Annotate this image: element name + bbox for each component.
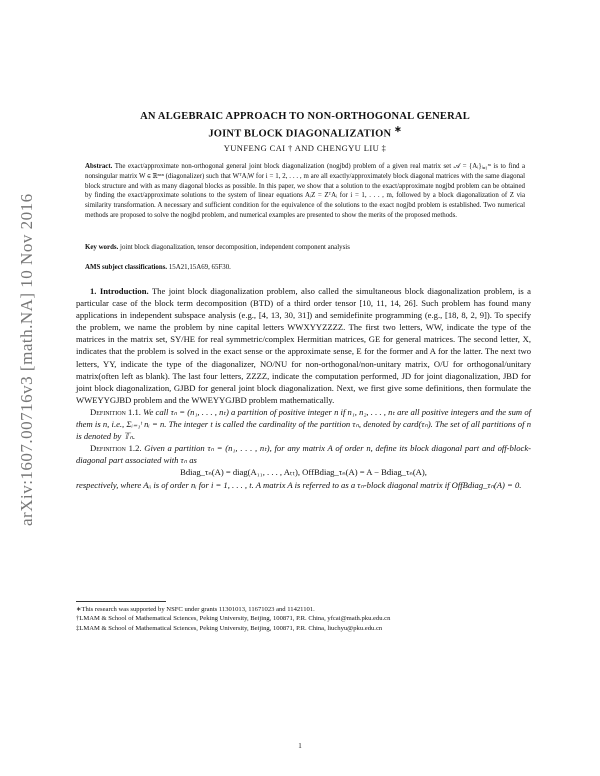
keywords-label: Key words.	[85, 244, 119, 251]
ams-label: AMS subject classifications.	[85, 264, 168, 271]
page-number: 1	[298, 742, 302, 750]
definition-1-2-label: Definition 1.2.	[90, 443, 142, 454]
definition-1-1	[76, 406, 531, 442]
authors: YUNFENG CAI † AND CHENGYU LIU ‡	[223, 143, 387, 153]
footnote-rule	[76, 601, 166, 602]
title-footnote-mark: ∗	[394, 124, 402, 134]
title-line-1: AN ALGEBRAIC APPROACH TO NON-ORTHOGONAL GENERAL	[140, 111, 470, 122]
main-body	[76, 285, 531, 491]
footnote-author-1: †LMAM & School of Mathematical Sciences, Peking University, Beijing, 100871, P.R. China, yfcai@math.pku.edu.cn	[76, 615, 391, 623]
title-line-2: JOINT BLOCK DIAGONALIZATION	[208, 128, 392, 140]
abstract-text: The exact/approximate non-orthogonal general joint block diagonalization (nogjbd) problem of a given real matrix set 𝒜 = {Aᵢ}ᵢ₌₁ᵐ is to find a nonsingular matrix W ∈ ℝⁿˣⁿ (diagonalizer) such that WᵀAᵢW for i = 1, 2, . . . , m are all exactly/approximately block diagonal matrices with the same diagonal block structure and with as many diagonal blocks as possible. In this paper, we show that a solution to the exact/approximate nogjbd problem can be obtained by finding the exact/approximate solutions to the system of linear equations AᵢZ = ZᵀAᵢ for i = 1, . . . , m, followed by a block diagonalization of Z via similarity transformation. A necessary and sufficient condition for the equivalence of the solutions to the exact nogjbd problem is established. Two numerical methods are proposed to solve the nogjbd problem, and numerical examples are presented to show the merits of the proposed methods.	[85, 163, 526, 219]
definition-1-2	[76, 442, 531, 466]
definition-1-1-label: Definition 1.1.	[90, 406, 141, 417]
arxiv-identifier: arXiv:1607.00716v3 [math.NA] 10 Nov 2016	[17, 193, 36, 526]
abstract	[85, 162, 525, 221]
section-heading: 1. Introduction.	[90, 286, 149, 296]
footnote-funding: ∗This research was supported by NSFC under grants 11301013, 11671023 and 11421101.	[76, 606, 315, 613]
footnote-author-2: ‡LMAM & School of Mathematical Sciences, Peking University, Beijing, 100871, P.R. China, liuchyu@pku.edu.cn	[76, 624, 383, 632]
display-equation: Bdiag_τₙ(A) = diag(A₁₁, . . . , Aₜₜ), OffBdiag_τₙ(A) = A − Bdiag_τₙ(A),	[180, 467, 427, 478]
keywords	[85, 243, 525, 253]
footnotes	[76, 601, 531, 633]
ams-text: 15A21,15A69, 65F30.	[168, 264, 231, 271]
definition-1-2-continuation: respectively, where Aᵢᵢ is of order nᵢ for i = 1, . . . , t. A matrix A is referred to as a τₙ-block diagonal matrix if OffBdiag_τₙ(A) = 0.	[76, 479, 522, 490]
intro-text: The joint block diagonalization problem, also called the simultaneous block diagonalization problem, is a particular case of the block term decomposition (BTD) of a third order tensor [10, 11, 14, 26]. Such problem has found many applications in independent subspace analysis (e.g., [4, 13, 30, 31]) and semidefinite programming (e.g., [18, 8, 2, 9]). To specify the problem, we name the problem by nine capital letters WWXYYZZZZ. The first two letters, WW, indicate the type of the matrices in the matrix set, SY/HE for real symmetric/complex Hermitian matrices, GE for general matrices. The second letter, X, indicates that the problem is solved in the exact sense or the approximate sense, E for the former and A for the latter. The next two letters, YY, indicate the type of the diagonalizer, NO/NU for non-orthogonal/non-unitary matrix, O/U for orthogonal/unitary matrix(often left as blank). The last four letters, ZZZZ, indicate the computation performed, JD for joint diagonalization, JBD for joint block diagonalization, GJBD for general joint block diagonalization. Next, we first give some definitions, then formulate the WWEYYGJBD problem and the WWEYYGJBD problem mathematically.	[76, 286, 532, 405]
paper-title	[90, 110, 520, 141]
intro-paragraph	[76, 285, 531, 406]
abstract-label: Abstract.	[85, 163, 113, 170]
definition-1-1-text: We call τₙ = (n₁, . . . , nₜ) a partition of positive integer n if n₁, n₂, . . . , nₜ are all positive integers and the sum of them is n, i.e., Σᵢ₌₁ᵗ nᵢ = n. The integer t is called the cardinality of the partition τₙ, denoted by card(τₙ). The set of all partitions of n is denoted by 𝕋ₙ.	[76, 406, 532, 442]
keywords-text: joint block diagonalization, tensor decomposition, independent component analysis	[120, 244, 350, 251]
definition-1-2-text: Given a partition τₙ = (n₁, . . . , nₜ), for any matrix A of order n, define its block diagonal part and off-block-diagonal part associated with τₙ as	[76, 443, 531, 466]
ams-classifications	[85, 263, 525, 273]
